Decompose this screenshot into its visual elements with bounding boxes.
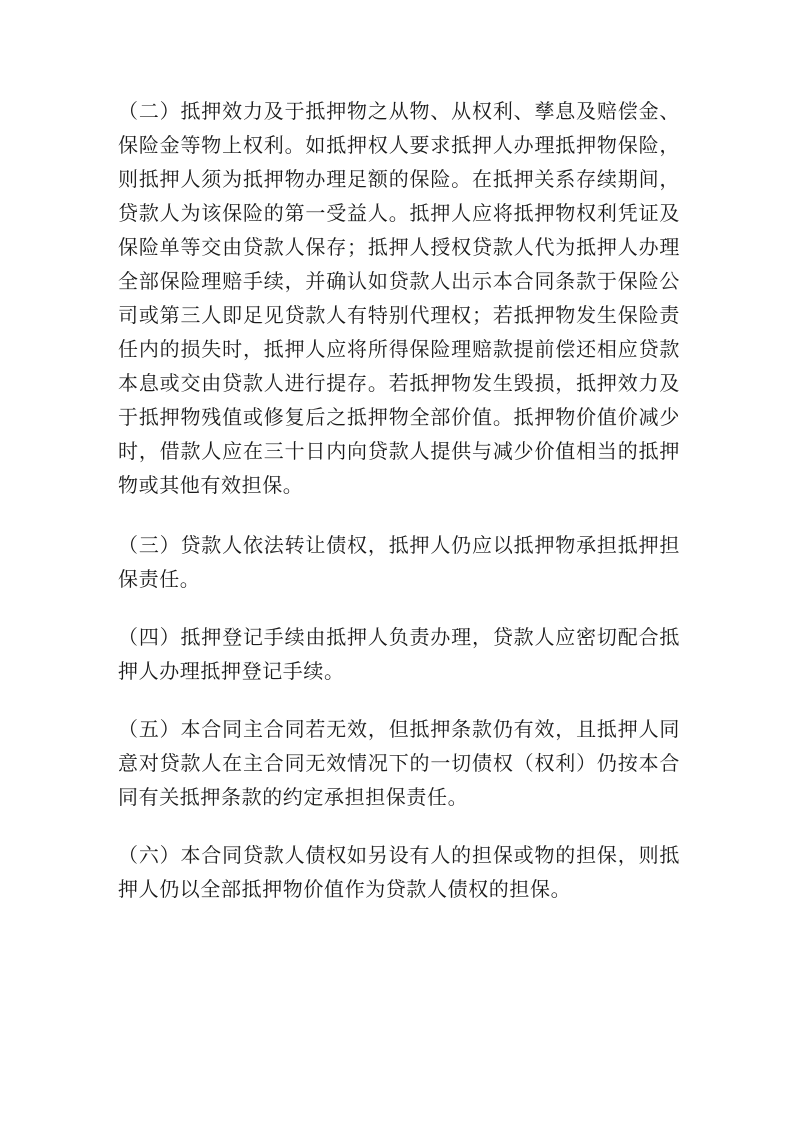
clause-6-paragraph: （六）本合同贷款人债权如另设有人的担保或物的担保，则抵押人仍以全部抵押物价值作为贷款人债权的担保。 bbox=[118, 843, 680, 901]
clause-2-paragraph: （二）抵押效力及于抵押物之从物、从权利、孳息及赔偿金、保险金等物上权利。如抵押权人要求抵押人办理抵押物保险，则抵押人须为抵押物办理足额的保险。在抵押关系存续期间，贷款人为该保险的第一受益人。抵押人应将抵押物权利凭证及保险单等交由贷款人保存；抵押人授权贷款人代为抵押人办理全部保险理赔手续，并确认如贷款人出示本合同条款于保险公司或第三人即足见贷款人有特别代理权；若抵押物发生保险责任内的损失时，抵押人应将所得保险理赔款提前偿还相应贷款本息或交由贷款人进行提存。若抵押物发生毁损，抵押效力及于抵押物残值或修复后之抵押物全部价值。抵押物价值价减少时，借款人应在三十日内向贷款人提供与减少价值相当的抵押物或其他有效担保。 bbox=[118, 99, 680, 497]
clause-5-paragraph: （五）本合同主合同若无效，但抵押条款仍有效，且抵押人同意对贷款人在主合同无效情况下的一切债权（权利）仍按本合同有关抵押条款的约定承担担保责任。 bbox=[118, 717, 680, 809]
clause-4-paragraph: （四）抵押登记手续由抵押人负责办理，贷款人应密切配合抵押人办理抵押登记手续。 bbox=[118, 625, 680, 683]
document-page bbox=[118, 94, 680, 930]
clause-3-paragraph: （三）贷款人依法转让债权，抵押人仍应以抵押物承担抵押担保责任。 bbox=[118, 533, 680, 591]
